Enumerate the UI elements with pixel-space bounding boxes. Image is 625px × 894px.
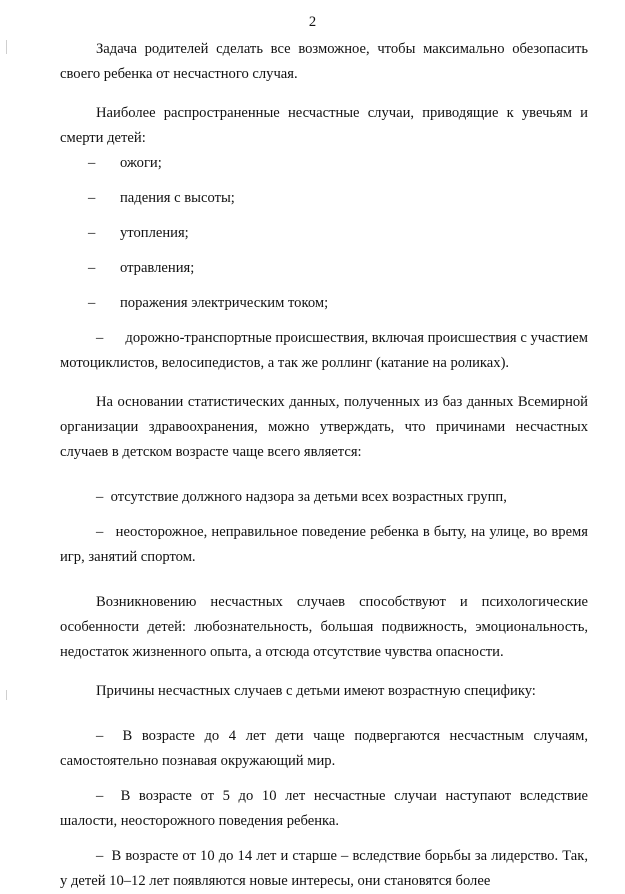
dash-marker: – [88, 225, 96, 241]
dash-marker: – [96, 728, 104, 744]
paragraph-common-accidents: Наиболее распространенные несчастные случаи, приводящие к увечьям и смерти детей: [60, 105, 588, 146]
dash-marker: – [88, 155, 96, 171]
list-item-text: падения с высоты; [120, 190, 235, 206]
cause-item [60, 485, 588, 510]
list-item-traffic [60, 326, 588, 376]
dash-marker: – [96, 848, 104, 864]
scan-edge-mark [6, 40, 7, 54]
list-item [60, 221, 588, 246]
dash-marker: – [88, 260, 96, 276]
list-item-text: дорожно-транспортные происшествия, включая происшествия с участием мотоциклистов, велосипедистов, а так же роллинг (катание на роликах). [60, 330, 588, 371]
list-item [60, 256, 588, 281]
age-item-text: В возрасте от 5 до 10 лет несчастные случаи наступают вследствие шалости, неосторожного поведения ребенка. [60, 788, 589, 829]
age-item-text: В возрасте до 4 лет дети чаще подвергаются несчастным случаям, самостоятельно познавая окружающий мир. [60, 728, 588, 769]
age-item [60, 724, 588, 774]
dash-marker: – [96, 788, 104, 804]
paragraph-age-specifics: Причины несчастных случаев с детьми имеют возрастную специфику: [96, 683, 536, 699]
dash-marker: – [88, 295, 96, 311]
list-item [60, 291, 588, 316]
age-item [60, 784, 588, 834]
paragraph-intro: Задача родителей сделать все возможное, чтобы максимально обезопасить своего ребенка от несчастного случая. [60, 41, 588, 82]
document-body [60, 37, 588, 894]
paragraph-statistics: На основании статистических данных, полученных из баз данных Всемирной организации здравоохранения, можно утверждать, что причинами несчастных случаев в детском возрасте чаще всего является: [60, 394, 588, 460]
list-item-text: отравления; [120, 260, 195, 276]
scan-edge-mark [6, 690, 7, 700]
dash-marker: – [88, 190, 96, 206]
paragraph-psychology: Возникновению несчастных случаев способствуют и психологические особенности детей: любознательность, большая подвижность, эмоциональность, недостаток жизненного опыта, а отсюда отсутствие чувства опасности. [60, 594, 588, 660]
age-item-text: В возрасте от 10 до 14 лет и старше – вследствие борьбы за лидерство. Так, у детей 10–12 лет появляются новые интересы, они становятся более [60, 848, 588, 889]
dash-marker: – [96, 524, 104, 540]
page-number: 2 [308, 14, 317, 30]
age-item [60, 844, 588, 894]
cause-item [60, 520, 588, 570]
list-item [60, 151, 588, 176]
accident-list [60, 151, 588, 316]
list-item-text: ожоги; [120, 155, 162, 171]
dash-marker: – [96, 330, 104, 346]
cause-item-text: неосторожное, неправильное поведение ребенка в быту, на улице, во время игр, занятий спортом. [60, 524, 588, 565]
list-item-text: поражения электрическим током; [120, 295, 329, 311]
list-item-text: утопления; [120, 225, 189, 241]
list-item [60, 186, 588, 211]
cause-item-text: отсутствие должного надзора за детьми всех возрастных групп, [110, 489, 507, 505]
dash-marker: – [96, 489, 104, 505]
